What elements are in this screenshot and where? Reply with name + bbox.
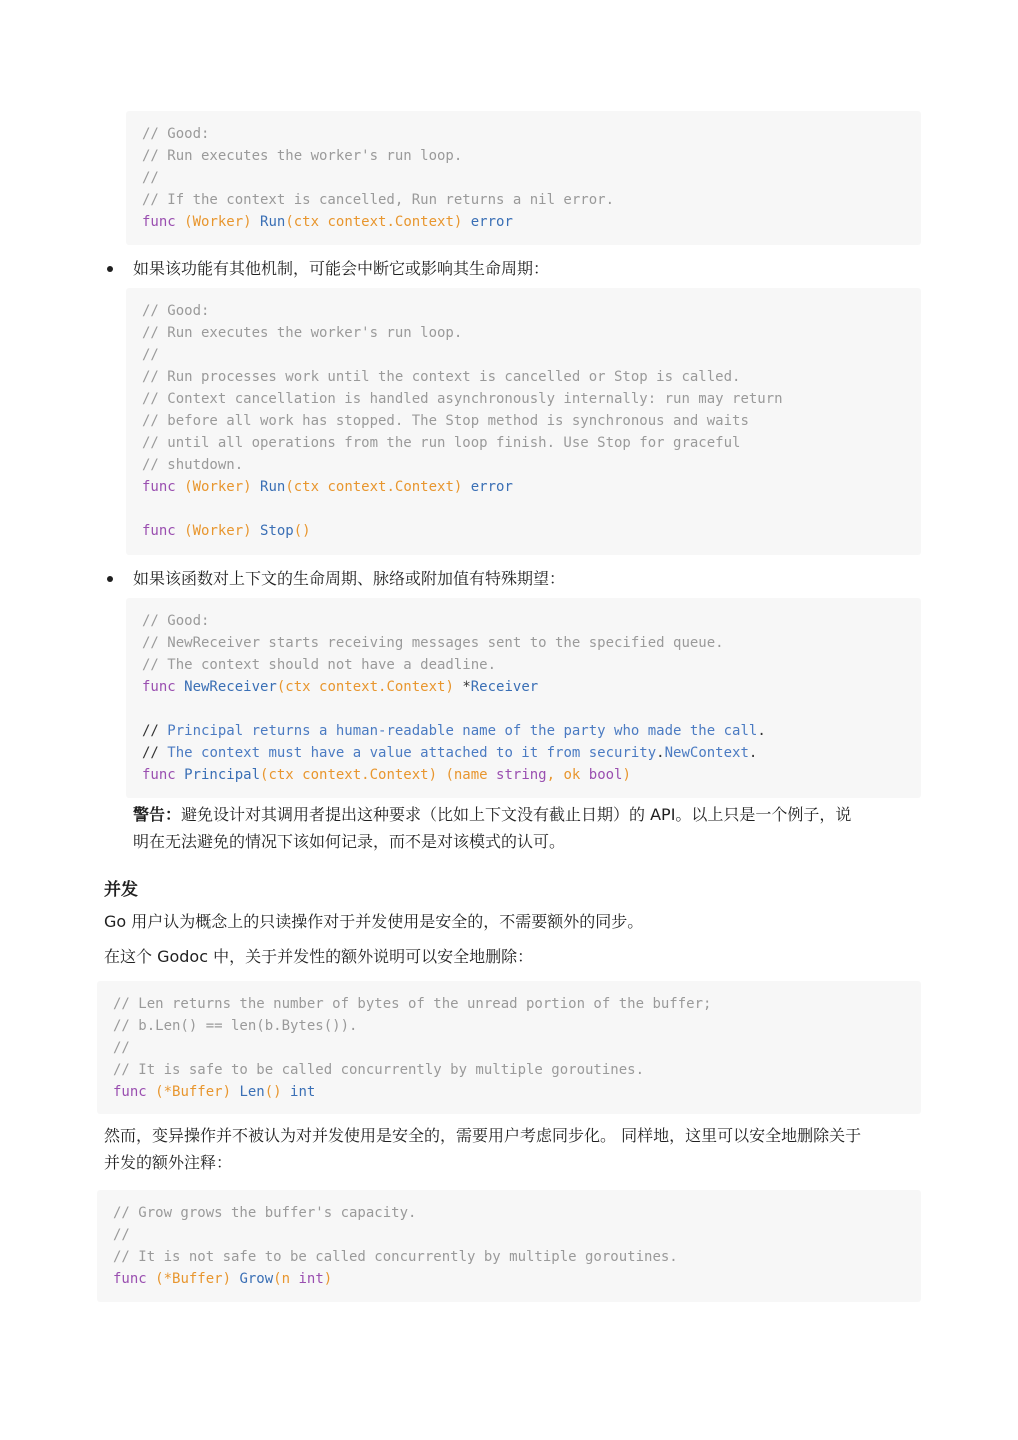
code-line <box>142 344 905 366</box>
code-token: . <box>748 745 758 761</box>
code-token: (Worker) <box>184 214 252 230</box>
code-line <box>142 498 905 520</box>
code-token: // <box>142 347 159 363</box>
code-token: // Good: <box>142 613 210 629</box>
code-token: // until all operations from the run loop finish. Use Stop for graceful <box>142 435 741 451</box>
code-token: // Len returns the number of bytes of the unread portion of the buffer; <box>113 996 712 1012</box>
code-block-buffer-len <box>97 981 921 1114</box>
section-heading-concurrency: 并发 <box>104 880 138 900</box>
code-line <box>142 167 905 189</box>
code-token: bool <box>588 767 623 783</box>
code-token: (ctx context.Context) <box>276 679 454 695</box>
code-token: // Run executes the worker's run loop. <box>142 325 463 341</box>
code-token: // It is not safe to be called concurrently by multiple goroutines. <box>113 1249 678 1265</box>
code-line <box>142 632 905 654</box>
code-token: // Run executes the worker's run loop. <box>142 148 463 164</box>
code-token: Len <box>231 1084 265 1100</box>
code-line <box>142 300 905 322</box>
code-token: // NewReceiver starts receiving messages sent to the specified queue. <box>142 635 724 651</box>
paragraph-line2: 并发的额外注释： <box>104 1153 233 1172</box>
code-token: Grow <box>231 1271 274 1287</box>
code-token: // before all work has stopped. The Stop method is synchronous and waits <box>142 413 749 429</box>
code-token: Principal returns a human-readable name of the party who made the call <box>167 723 758 739</box>
code-token: // shutdown. <box>142 457 244 473</box>
code-block-buffer-grow <box>97 1190 921 1302</box>
code-token: (ctx context.Context) <box>285 214 463 230</box>
code-token: (n <box>273 1271 299 1287</box>
code-line <box>142 720 905 742</box>
code-line <box>142 610 905 632</box>
code-line <box>142 432 905 454</box>
code-block-run-stop <box>126 288 921 555</box>
code-token: (ctx context.Context) <box>285 479 463 495</box>
code-token <box>147 1271 155 1287</box>
code-line <box>113 993 905 1015</box>
code-token: func <box>142 479 176 495</box>
code-block-new-receiver <box>126 598 921 798</box>
code-token: . <box>757 723 766 739</box>
paragraph-mutation-unsafe <box>104 1122 919 1176</box>
code-token: func <box>142 214 176 230</box>
code-token: int <box>281 1084 316 1100</box>
code-line <box>142 764 905 786</box>
code-token: (Worker) <box>184 479 252 495</box>
code-token: func <box>142 523 176 539</box>
code-token: () <box>264 1084 282 1100</box>
bullet-marker <box>107 576 113 582</box>
code-token <box>176 523 184 539</box>
code-line <box>113 1059 905 1081</box>
bullet-text-context-expectations: 如果该函数对上下文的生命周期、脉络或附加值有特殊期望： <box>133 569 566 588</box>
code-token: () <box>293 523 311 539</box>
code-token: ) <box>622 767 631 783</box>
warning-paragraph <box>133 801 923 855</box>
code-token: error <box>462 479 513 495</box>
code-token: Receiver <box>470 679 539 695</box>
code-token: * <box>453 679 471 695</box>
code-token: (*Buffer) <box>155 1084 232 1100</box>
code-token: // Grow grows the buffer's capacity. <box>113 1205 417 1221</box>
code-line <box>142 145 905 167</box>
code-token: // <box>113 1227 130 1243</box>
code-line <box>142 388 905 410</box>
code-line <box>142 211 905 233</box>
code-line <box>142 366 905 388</box>
code-line <box>142 742 905 764</box>
code-token <box>176 214 184 230</box>
code-token: // Context cancellation is handled asynchronously internally: run may return <box>142 391 783 407</box>
code-line <box>113 1202 905 1224</box>
code-token: error <box>462 214 513 230</box>
code-line <box>142 123 905 145</box>
paragraph-godoc-remove: 在这个 Godoc 中，关于并发性的额外说明可以安全地删除： <box>104 947 534 966</box>
code-token: Run <box>251 479 286 495</box>
warning-label: 警告： <box>133 805 182 824</box>
code-line <box>142 322 905 344</box>
code-line <box>142 698 905 720</box>
code-token: // Run processes work until the context is cancelled or Stop is called. <box>142 369 741 385</box>
code-token: // Good: <box>142 303 210 319</box>
code-line <box>142 654 905 676</box>
paragraph-readonly-safe: Go 用户认为概念上的只读操作对于并发使用是安全的，不需要额外的同步。 <box>104 912 644 931</box>
code-token: // If the context is cancelled, Run returns a nil error. <box>142 192 615 208</box>
code-token: (*Buffer) <box>155 1271 232 1287</box>
code-token: func <box>142 767 176 783</box>
code-token: Principal <box>175 767 261 783</box>
code-token: // <box>113 1040 130 1056</box>
code-token: // The context should not have a deadline. <box>142 657 497 673</box>
code-token: func <box>142 679 176 695</box>
code-token: The context must have a value attached to it from security <box>167 745 657 761</box>
code-token: func <box>113 1271 147 1287</box>
code-line <box>142 676 905 698</box>
code-token: string <box>496 767 547 783</box>
code-line <box>113 1037 905 1059</box>
code-token: . <box>656 745 665 761</box>
code-line <box>113 1015 905 1037</box>
code-token: func <box>113 1084 147 1100</box>
code-line <box>142 454 905 476</box>
code-token <box>147 1084 155 1100</box>
code-token: // It is safe to be called concurrently by multiple goroutines. <box>113 1062 645 1078</box>
code-token: (ctx context.Context) (name <box>260 767 497 783</box>
code-line <box>113 1268 905 1290</box>
code-token: Stop <box>251 523 294 539</box>
code-line <box>113 1246 905 1268</box>
bullet-marker <box>107 266 113 272</box>
code-token: NewContext <box>664 745 749 761</box>
code-token <box>176 479 184 495</box>
code-block-run-nil-error <box>126 111 921 245</box>
code-line <box>142 410 905 432</box>
code-token: // Good: <box>142 126 210 142</box>
code-line <box>113 1224 905 1246</box>
paragraph-line1: 然而，变异操作并不被认为对并发使用是安全的，需要用户考虑同步化。 同样地，这里可以安全地删除关于 <box>104 1126 862 1145</box>
code-token: NewReceiver <box>175 679 277 695</box>
code-line <box>142 476 905 498</box>
code-token: // b.Len() == len(b.Bytes()). <box>113 1018 358 1034</box>
code-token: int <box>298 1271 324 1287</box>
warning-text-line1: 避免设计对其调用者提出这种要求（比如上下文没有截止日期）的 API。以上只是一个例子，说 <box>181 805 852 824</box>
code-token: // <box>142 170 159 186</box>
code-token: (Worker) <box>184 523 252 539</box>
code-line <box>113 1081 905 1103</box>
code-line <box>142 520 905 542</box>
bullet-text-interrupt-mechanism: 如果该功能有其他机制，可能会中断它或影响其生命周期： <box>133 259 550 278</box>
code-token: Run <box>251 214 286 230</box>
warning-text-line2: 明在无法避免的情况下该如何记录，而不是对该模式的认可。 <box>133 832 566 851</box>
code-line <box>142 189 905 211</box>
code-token: ) <box>323 1271 333 1287</box>
code-token: , ok <box>546 767 589 783</box>
code-token: // <box>142 723 168 739</box>
code-token: // <box>142 745 168 761</box>
